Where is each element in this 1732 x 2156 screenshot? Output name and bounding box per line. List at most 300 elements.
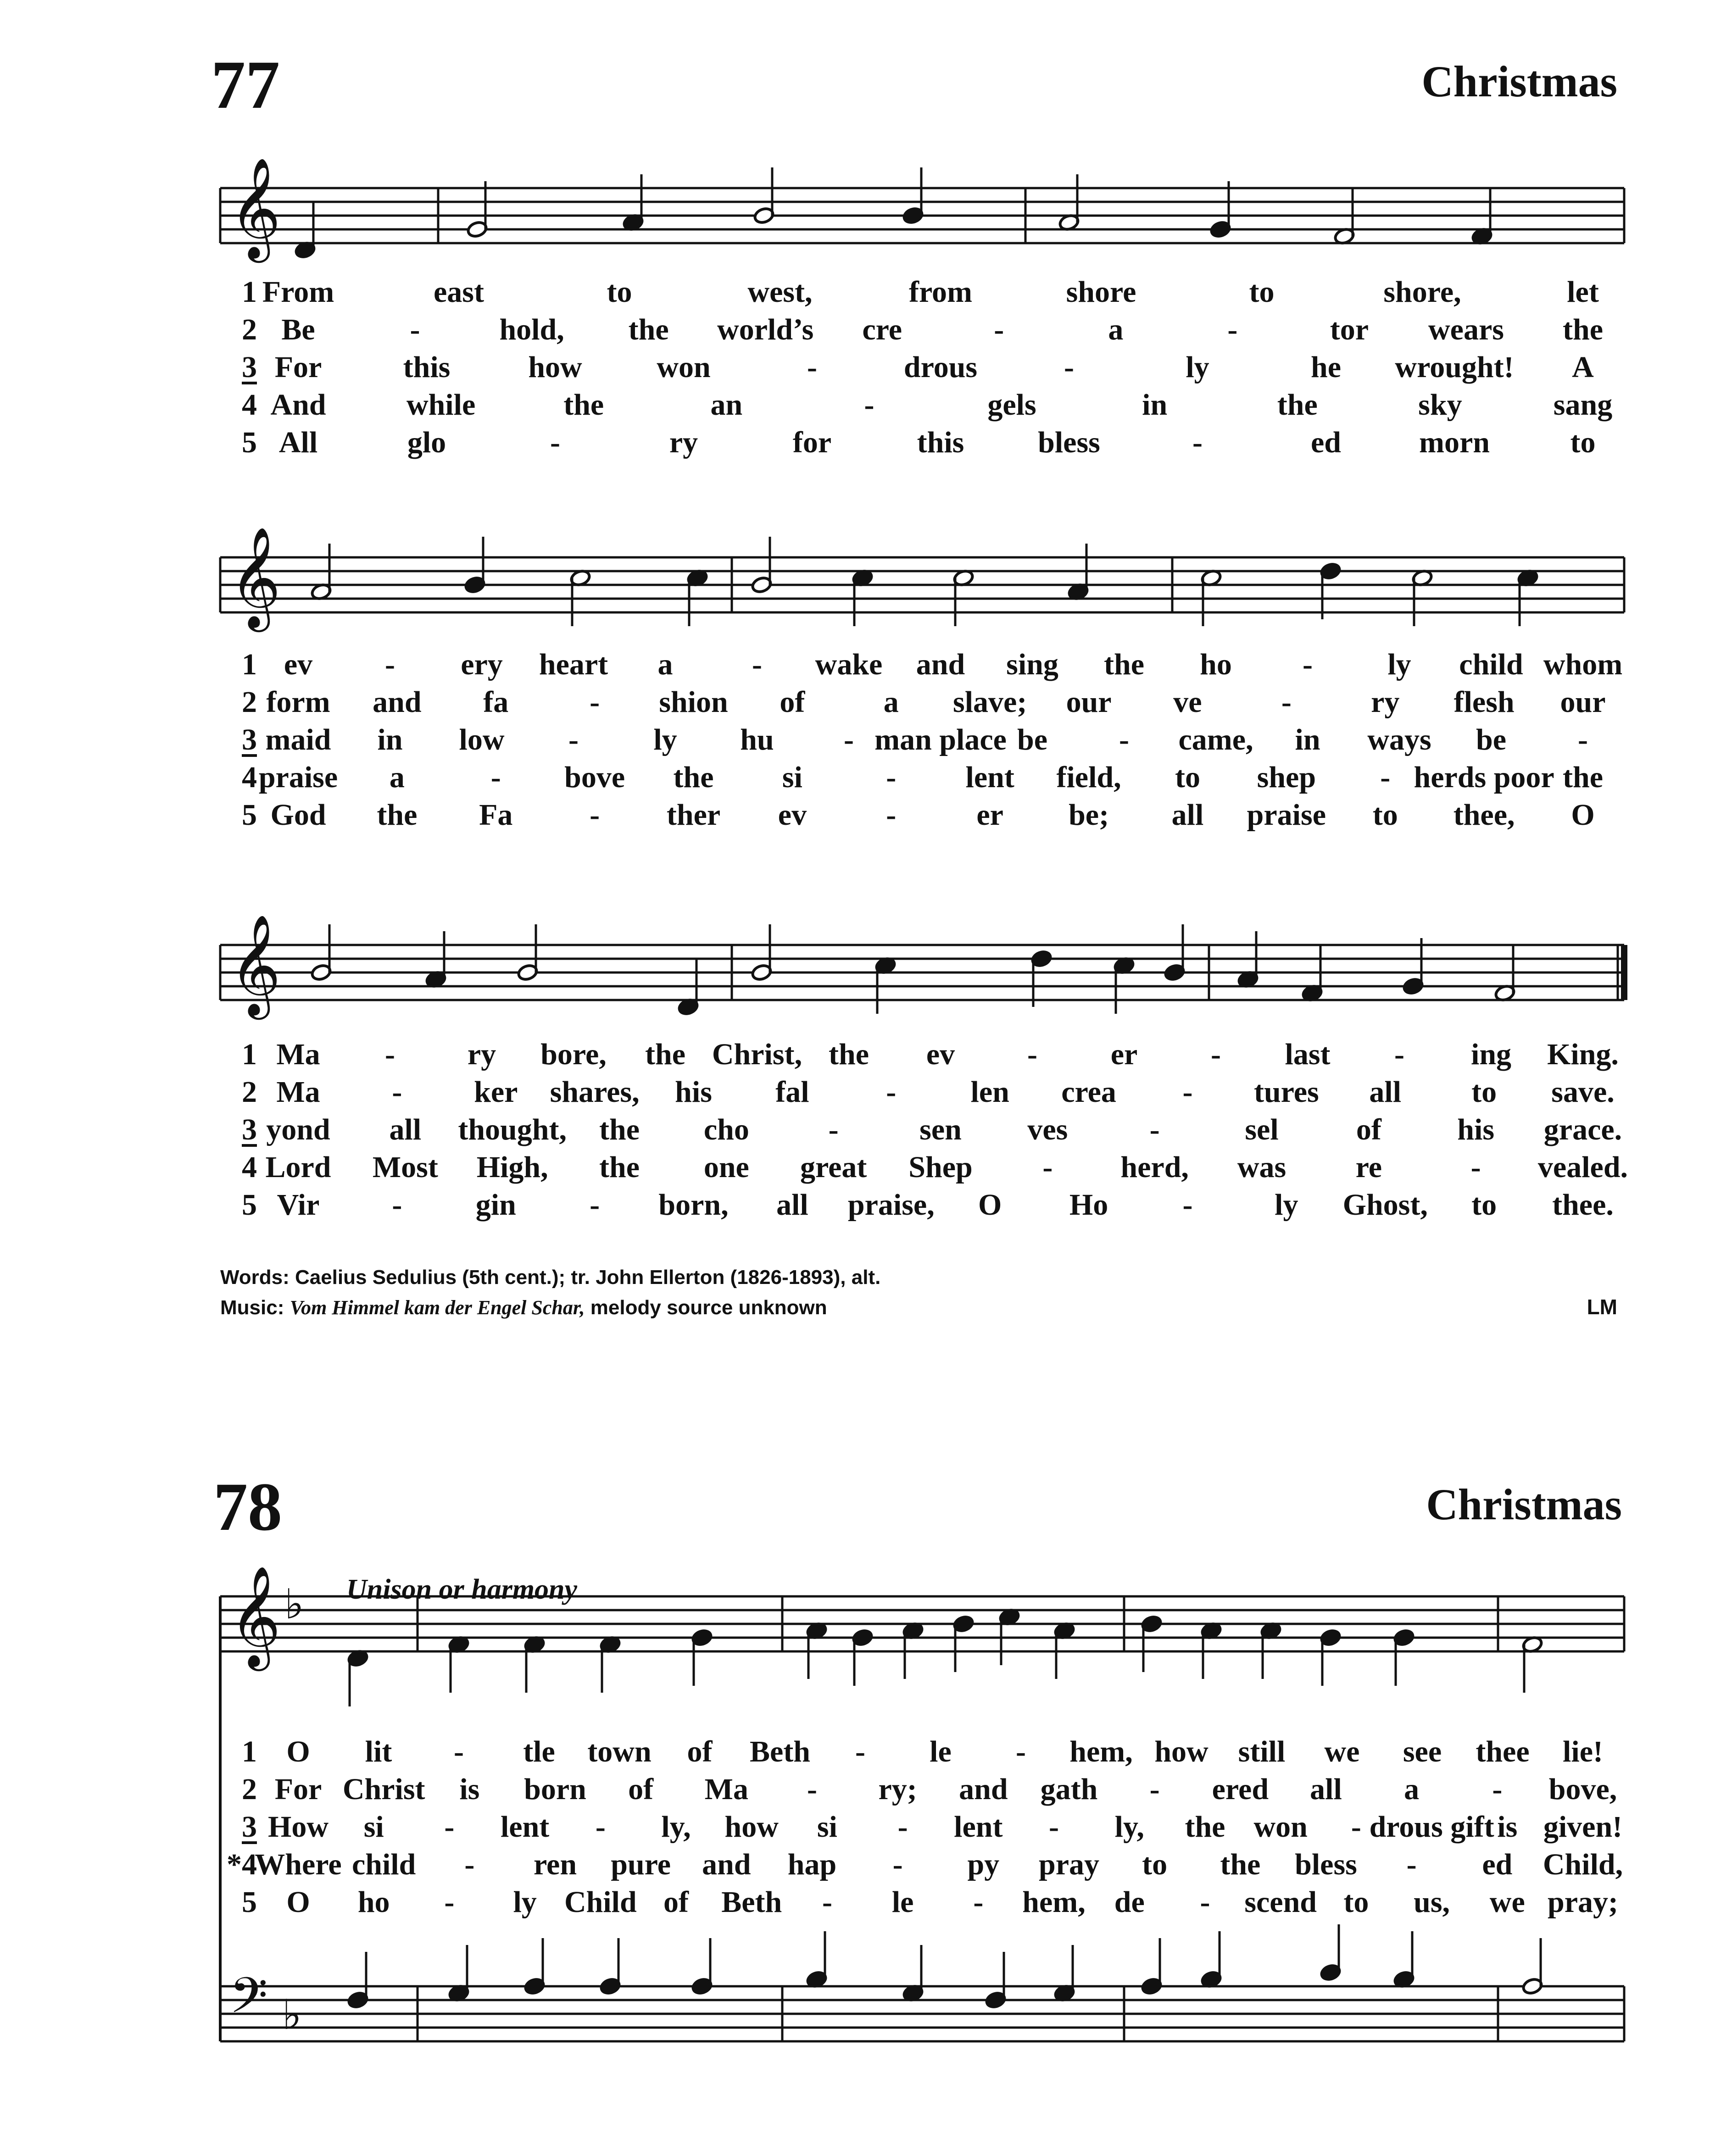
verse-number: 5 [242,426,257,459]
lyric-syllable: the [628,313,669,346]
lyric-syllable: child [1459,648,1523,681]
lyric-syllable: the [1277,388,1318,422]
lyric-syllable: - [1149,1773,1160,1806]
lyric-syllable: all [389,1113,422,1146]
treble-clef-icon: 𝄞 [229,914,281,1015]
lyric-syllable: Child [564,1885,637,1919]
lyric-syllable: be [1017,723,1047,756]
lyric-syllable: crea [1061,1075,1116,1109]
lyric-syllable: O [1571,798,1595,832]
lyric-syllable: Child, [1543,1848,1623,1881]
lyric-syllable: - [1182,1188,1193,1222]
lyric-syllable: our [1560,685,1606,719]
lyric-syllable: - [1380,761,1391,794]
lyric-syllable: Ho [1069,1188,1108,1222]
lyric-syllable: and [702,1848,751,1881]
lyrics-hymn77-system2 [220,646,1624,839]
lyric-syllable: si [782,761,802,794]
lyric-syllable: py [967,1848,1000,1881]
lyric-syllable: bore, [540,1038,607,1071]
lyric-syllable: - [973,1885,984,1919]
lyric-syllable: maid [265,723,331,756]
lyric-syllable: the [599,1113,640,1146]
lyric-syllable: the [1563,313,1603,346]
lyric-syllable: gin [475,1188,516,1222]
lyric-syllable: this [403,350,451,384]
lyric-syllable: won [657,350,711,384]
lyric-syllable: sen [919,1113,962,1146]
lyric-syllable: ing [1470,1038,1512,1071]
lyric-syllable: grace. [1543,1113,1622,1146]
lyric-syllable: herd, [1120,1150,1189,1184]
lyric-syllable: How [268,1810,329,1844]
verse-number: 3 [242,350,257,384]
verse-number: 1 [242,1038,257,1071]
lyric-syllable: slave; [953,685,1027,719]
lyric-syllable: Lord [265,1150,331,1184]
lyric-syllable: thee [1476,1735,1530,1768]
lyric-syllable: to [1471,1188,1497,1222]
lyric-syllable: glo [407,426,446,459]
lyric-syllable: - [886,761,897,794]
lyric-syllable: world’s [717,313,814,346]
lyric-syllable: Beth [750,1735,810,1768]
lyric-syllable: ly [1186,350,1209,384]
lyric-syllable: drous [903,350,978,384]
lyric-syllable: Ma [276,1038,320,1071]
lyric-syllable: O [286,1735,310,1768]
lyric-syllable: lent [965,761,1014,794]
lyric-syllable: - [550,426,560,459]
lyric-syllable: a [1108,313,1124,346]
lyric-syllable: God [270,798,326,832]
lyric-syllable: to [607,275,632,309]
lyric-syllable: hu [740,723,774,756]
lyric-syllable: - [1578,723,1588,756]
lyric-syllable: de [1114,1885,1145,1919]
lyric-syllable: - [892,1848,903,1881]
lyric-syllable: ly [653,723,677,756]
lyric-syllable: Beth [721,1885,782,1919]
lyric-syllable: shares, [550,1075,640,1109]
verse-number: 3 [242,723,257,756]
lyric-syllable: hap [787,1848,837,1881]
lyric-syllable: last [1285,1038,1331,1071]
lyric-syllable: lent [500,1810,550,1844]
lyric-syllable: shion [659,685,728,719]
lyric-syllable: the [563,388,604,422]
lyric-syllable: bove, [1548,1773,1617,1806]
lyric-syllable: - [752,648,762,681]
lyric-syllable: O [978,1188,1002,1222]
lyric-syllable: is [459,1773,480,1806]
lyric-syllable: - [1200,1885,1210,1919]
lyric-syllable: born, [658,1188,729,1222]
lyric-syllable: in [1295,723,1320,756]
lyric-syllable: ev [778,798,807,832]
lyric-syllable: - [1049,1810,1059,1844]
lyric-syllable: gels [987,388,1036,422]
lyric-syllable: wrought! [1395,350,1514,384]
lyric-syllable: pray [1039,1848,1099,1881]
lyric-syllable: Be [281,313,315,346]
lyric-syllable: Christ [342,1773,425,1806]
lyric-syllable: ho [1200,648,1232,681]
lyric-syllable: all [776,1188,808,1222]
lyric-syllable: sang [1553,388,1613,422]
lyric-syllable: lie! [1563,1735,1603,1768]
lyric-syllable: re [1355,1150,1382,1184]
verse-number: 5 [242,798,257,832]
lyric-syllable: morn [1419,426,1490,459]
lyric-syllable: his [675,1075,712,1109]
lyric-syllable: the [1185,1810,1225,1844]
treble-clef-icon: 𝄞 [229,526,281,628]
lyric-syllable: the [377,798,418,832]
lyric-syllable: Ma [704,1773,748,1806]
lyric-syllable: - [1064,350,1074,384]
lyric-syllable: from [908,275,973,309]
lyric-syllable: And [270,388,326,422]
lyric-syllable: er [1110,1038,1138,1071]
lyric-syllable: King. [1547,1038,1619,1071]
lyric-syllable: - [1192,426,1203,459]
lyric-syllable: see [1403,1735,1442,1768]
lyric-syllable: of [780,685,805,719]
lyric-syllable: his [1457,1113,1495,1146]
lyrics-hymn78-system1 [220,1733,1624,1926]
lyric-syllable: - [1149,1113,1160,1146]
lyric-syllable: ly [1275,1188,1298,1222]
lyric-syllable: - [590,685,600,719]
lyric-syllable: yond [266,1113,330,1146]
lyric-syllable: - [392,1075,402,1109]
lyric-syllable: For [274,1773,322,1806]
lyric-syllable: bove [564,761,625,794]
lyric-syllable: hem, [1022,1885,1086,1919]
lyric-syllable: - [828,1113,839,1146]
lyric-syllable: - [1281,685,1292,719]
lyric-syllable: - [864,388,874,422]
lyric-syllable: - [1042,1150,1053,1184]
lyric-syllable: wears [1428,313,1504,346]
lyric-syllable: ry [669,426,698,459]
lyric-syllable: this [917,426,964,459]
lyric-syllable: how [528,350,582,384]
lyric-syllable: sel [1245,1113,1279,1146]
lyric-syllable: we [1324,1735,1360,1768]
lyric-syllable: - [855,1735,865,1768]
lyric-syllable: given! [1543,1810,1623,1844]
lyric-syllable: scend [1244,1885,1317,1919]
lyric-syllable: let [1567,275,1599,309]
lyric-syllable: - [897,1810,908,1844]
lyric-syllable: All [278,426,318,459]
lyric-syllable: - [1303,648,1313,681]
bass-clef-icon: 𝄢 [229,1967,268,2036]
lyric-syllable: ly [1387,648,1411,681]
verse-number: 4 [242,1150,257,1184]
lyric-syllable: ry; [878,1773,917,1806]
lyric-syllable: the [829,1038,869,1071]
lyric-syllable: to [1570,426,1596,459]
section-title: Christmas [1421,57,1617,106]
verse-number: 4 [242,761,257,794]
lyric-syllable: ve [1173,685,1202,719]
lyric-syllable: one [703,1150,749,1184]
lyric-syllable: Fa [479,798,513,832]
lyric-syllable: le [930,1735,952,1768]
verse-number: 1 [242,648,257,681]
verse-number: 2 [242,313,257,346]
lyric-syllable: pure [611,1848,671,1881]
lyric-syllable: to [1249,275,1275,309]
lyric-syllable: a [883,685,899,719]
lyric-syllable: of [687,1735,713,1768]
hymn-number: 77 [211,47,280,123]
lyric-syllable: sky [1418,388,1462,422]
lyric-syllable: - [385,1038,395,1071]
lyric-syllable: still [1238,1735,1286,1768]
lyric-syllable: Where [255,1848,342,1881]
lyric-syllable: For [274,350,322,384]
lyric-syllable: shep [1257,761,1316,794]
lyric-syllable: - [886,798,897,832]
lyric-syllable: ry [1371,685,1400,719]
lyric-syllable: - [1016,1735,1026,1768]
lyric-syllable: - [1406,1848,1417,1881]
lyric-syllable: is [1497,1810,1518,1844]
lyric-syllable: ev [284,648,313,681]
lyric-syllable: a [657,648,673,681]
lyric-syllable: born [524,1773,586,1806]
lyric-syllable: hold, [499,313,564,346]
lyric-syllable: was [1237,1150,1286,1184]
lyric-syllable: Christ, [712,1038,802,1071]
lyric-syllable: Ma [276,1075,320,1109]
lyric-syllable: to [1343,1885,1369,1919]
lyric-syllable: - [410,313,420,346]
hymn-number: 78 [213,1469,282,1545]
lyric-syllable: tle [523,1735,555,1768]
lyric-syllable: - [590,1188,600,1222]
lyric-syllable: Most [372,1150,438,1184]
lyric-syllable: the [1563,761,1603,794]
lyric-syllable: - [464,1848,475,1881]
lyric-syllable: shore [1066,275,1136,309]
lyric-syllable: ed [1311,426,1341,459]
lyric-syllable: - [994,313,1004,346]
lyric-syllable: all [1369,1075,1402,1109]
lyric-syllable: ly [513,1885,537,1919]
lyric-syllable: - [385,648,395,681]
lyric-syllable: Vir [277,1188,320,1222]
lyric-syllable: - [822,1885,832,1919]
lyric-syllable: er [976,798,1003,832]
lyric-syllable: ther [666,798,721,832]
lyric-syllable: east [434,275,484,309]
verse-number: 5 [242,1188,257,1222]
lyric-syllable: - [444,1885,455,1919]
lyric-syllable: to [1471,1075,1497,1109]
lyric-syllable: ker [474,1075,518,1109]
verse-number: 2 [242,1773,257,1806]
lyric-syllable: ly, [661,1810,691,1844]
lyric-syllable: for [792,426,832,459]
verse-number: 4 [242,388,257,422]
lyric-syllable: ren [533,1848,577,1881]
treble-clef-icon: 𝄞 [229,1565,281,1667]
verse-number: 1 [242,275,257,309]
lyric-syllable: - [1119,723,1129,756]
lyric-syllable: ered [1212,1773,1269,1806]
lyric-syllable: the [1220,1848,1261,1881]
lyric-syllable: pray; [1548,1885,1618,1919]
lyric-syllable: flesh [1454,685,1515,719]
lyric-syllable: bless [1295,1848,1357,1881]
lyric-syllable: le [891,1885,914,1919]
lyric-syllable: town [587,1735,652,1768]
lyric-syllable: west, [747,275,813,309]
lyric-syllable: From [262,275,334,309]
lyric-syllable: tures [1253,1075,1319,1109]
meter-label: LM [1587,1295,1617,1319]
lyric-syllable: of [1356,1113,1381,1146]
lyric-syllable: - [1394,1038,1404,1071]
lyric-syllable: the [1104,648,1144,681]
lyric-syllable: wake [815,648,883,681]
lyric-syllable: us, [1414,1885,1450,1919]
lyric-syllable: came, [1178,723,1253,756]
lyric-syllable: great [800,1150,867,1184]
lyric-syllable: low [459,723,505,756]
flat-icon: ♭ [282,1991,302,2039]
lyric-syllable: praise [1247,798,1326,832]
lyric-syllable: to [1372,798,1398,832]
lyric-syllable: High, [476,1150,548,1184]
lyric-syllable: praise, [847,1188,935,1222]
lyric-syllable: - [1182,1075,1193,1109]
lyric-syllable: the [645,1038,685,1071]
verse-number: 3 [242,1810,257,1844]
lyric-syllable: cre [862,313,902,346]
lyric-syllable: - [1227,313,1238,346]
lyric-syllable: - [454,1735,464,1768]
lyric-syllable: - [392,1188,402,1222]
lyric-syllable: be; [1069,798,1109,832]
lyric-syllable: ed [1482,1848,1513,1881]
lyric-syllable: - [886,1075,897,1109]
lyric-syllable: to [1142,1848,1168,1881]
lyric-syllable: save. [1551,1075,1615,1109]
lyric-syllable: A [1572,350,1594,384]
lyric-syllable: Ghost, [1342,1188,1428,1222]
lyric-syllable: - [568,723,579,756]
lyrics-hymn77-system3 [220,1036,1628,1228]
lyric-syllable: shore, [1383,275,1461,309]
lyric-syllable: bless [1038,426,1100,459]
lyric-syllable: and [916,648,965,681]
lyric-syllable: how [1154,1735,1209,1768]
verse-number: 2 [242,1075,257,1109]
lyric-syllable: cho [703,1113,749,1146]
music-credit: Music: Vom Himmel kam der Engel Schar, melody source unknown [220,1296,827,1319]
words-credit: Words: Caelius Sedulius (5th cent.); tr. John Ellerton (1826-1893), alt. [220,1266,881,1289]
lyric-syllable: all [1171,798,1204,832]
lyric-syllable: we [1489,1885,1525,1919]
lyric-syllable: - [590,798,600,832]
lyric-syllable: ry [467,1038,496,1071]
lyric-syllable: O [286,1885,310,1919]
lyric-syllable: lent [954,1810,1003,1844]
lyric-syllable: the [599,1150,640,1184]
lyric-syllable: how [724,1810,779,1844]
performance-instruction: Unison or harmony [346,1574,578,1605]
lyric-syllable: ery [461,648,503,681]
lyric-syllable: herds poor [1414,761,1554,794]
lyric-syllable: child [351,1848,416,1881]
lyric-syllable: - [1351,1810,1361,1844]
verse-number: 5 [242,1885,257,1919]
lyric-syllable: - [1027,1038,1037,1071]
lyric-syllable: thought, [458,1113,567,1146]
lyric-syllable: - [1211,1038,1221,1071]
lyric-syllable: ho [357,1885,390,1919]
treble-clef-icon: 𝄞 [229,157,281,258]
lyric-syllable: the [673,761,714,794]
lyric-syllable: of [663,1885,689,1919]
lyric-syllable: won [1253,1810,1308,1844]
lyric-syllable: man place [874,723,1007,756]
lyric-syllable: si [817,1810,837,1844]
lyric-syllable: thee. [1552,1188,1614,1222]
credits [220,1262,880,1323]
lyric-syllable: and [373,685,422,719]
lyric-syllable: a [389,761,405,794]
lyric-syllable: fa [483,685,509,719]
lyric-syllable: gath [1040,1773,1098,1806]
section-title: Christmas [1426,1480,1622,1529]
lyric-syllable: - [807,350,817,384]
lyric-syllable: praise [258,761,338,794]
lyric-syllable: drous gift [1369,1810,1494,1844]
lyric-syllable: ev [926,1038,955,1071]
lyric-syllable: thee, [1453,798,1515,832]
lyric-syllable: - [844,723,854,756]
lyric-syllable: tor [1330,313,1369,346]
lyric-syllable: in [377,723,403,756]
lyric-syllable: heart [539,648,608,681]
lyric-syllable: fal [775,1075,809,1109]
lyrics-hymn77-system1 [220,273,1624,466]
lyric-syllable: form [266,685,330,719]
lyric-syllable: ways [1367,723,1431,756]
verse-number: 1 [242,1735,257,1768]
lyric-syllable: be [1476,723,1506,756]
verse-number: 2 [242,685,257,719]
lyric-syllable: ves [1027,1113,1068,1146]
lyric-syllable: our [1066,685,1112,719]
lyric-syllable: si [363,1810,384,1844]
lyric-syllable: - [807,1773,817,1806]
flat-icon: ♭ [284,1580,304,1628]
lyric-syllable: sing [1006,648,1058,681]
lyric-syllable: of [628,1773,654,1806]
lyric-syllable: lit [365,1735,392,1768]
lyric-syllable: field, [1056,761,1121,794]
lyric-syllable: len [970,1075,1009,1109]
lyric-syllable: - [490,761,501,794]
